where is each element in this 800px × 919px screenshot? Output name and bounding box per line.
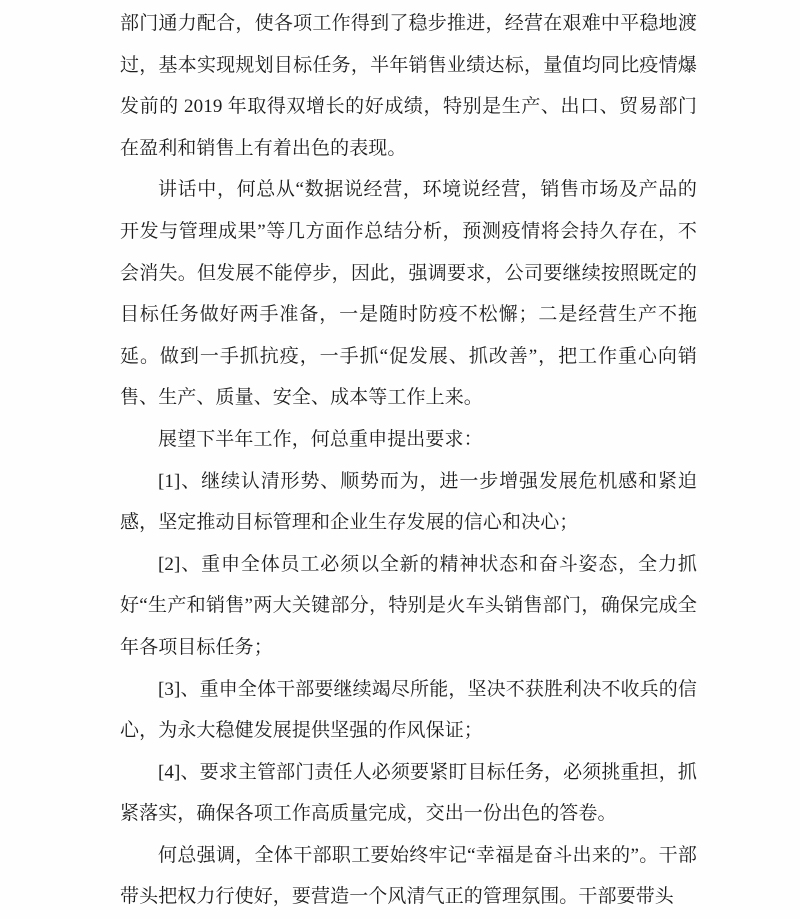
paragraph-continued: 部门通力配合，使各项工作得到了稳步推进，经营在艰难中平稳地渡过，基本实现规划目标任务，半年销售业绩达标，量值均同比疫情爆发前的 2019 年取得双增长的好成绩，特别是生产、出口、贸易部门在盈利和销售上有着出色的表现。 [120,13,697,159]
paragraph-speech-summary: 讲话中，何总从“数据说经营，环境说经营，销售市场及产品的开发与管理成果”等几方面作总结分析，预测疫情将会持久存在，不会消失。但发展不能停步，因此，强调要求，公司要继续按照既定的目标任务做好两手准备，一是随时防疫不松懈；二是经营生产不拖延。做到一手抓抗疫，一手抓“促发展、抓改善”，把工作重心向销售、生产、质量、安全、成本等工作上来。 [120,179,697,409]
paragraph-emphasis: 何总强调，全体干部职工要始终牢记“幸福是奋斗出来的”。干部带头把权力行使好，要营造一个风清气正的管理氛围。干部要带头 [120,844,697,908]
paragraph-outlook-intro: 展望下半年工作，何总重申提出要求： [158,428,483,450]
paragraph-requirement-3: [3]、重申全体干部要继续竭尽所能，坚决不获胜利决不收兵的信心，为永大稳健发展提供坚强的作风保证； [120,678,697,742]
paragraph-requirement-1: [1]、继续认清形势、顺势而为，进一步增强发展危机感和紧迫感，坚定推动目标管理和企业生存发展的信心和决心； [120,470,697,534]
paragraph-requirement-2: [2]、重申全体员工必须以全新的精神状态和奋斗姿态，全力抓好“生产和销售”两大关键部分，特别是火车头销售部门，确保完成全年各项目标任务； [120,553,697,658]
paragraph-requirement-4: [4]、要求主管部门责任人必须要紧盯目标任务，必须挑重担，抓紧落实，确保各项工作高质量完成，交出一份出色的答卷。 [120,761,697,825]
